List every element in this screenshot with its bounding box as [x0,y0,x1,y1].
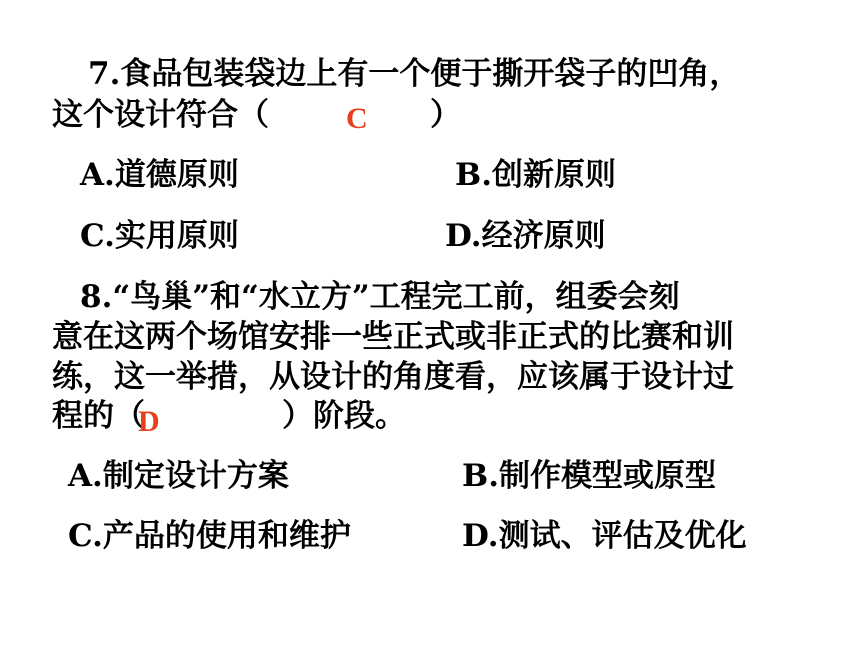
q7-option-d: D.经济原则 [445,218,606,254]
q8-stem-line4-suffix: ）阶段。 [282,398,406,434]
q8-stem-line4-prefix: 程的（ [52,398,145,434]
q7-option-c: C.实用原则 [80,218,239,254]
q7-stem-line2-suffix: ） [430,97,461,133]
q7-stem-line2-prefix: 这个设计符合（ [52,97,269,133]
q8-answer: D [138,405,160,438]
q8-option-a: A.制定设计方案 [68,458,289,494]
q8-option-c: C.产品的使用和维护 [68,518,351,554]
q7-option-b: B.创新原则 [455,157,616,193]
q8-stem-line2: 意在这两个场馆安排一些正式或非正式的比赛和训 [52,319,734,355]
q8-stem-line1: 8.“鸟巢”和“水立方”工程完工前，组委会刻 [80,279,680,315]
q8-option-d: D.测试、评估及优化 [462,518,747,554]
q7-stem-line1: 7.食品包装袋边上有一个便于撕开袋子的凹角， [88,56,741,92]
q8-option-b: B.制作模型或原型 [462,458,716,494]
q8-stem-line3: 练，这一举措，从设计的角度看，应该属于设计过 [52,359,734,395]
q7-answer: C [346,102,368,135]
q7-option-a: A.道德原则 [80,157,239,193]
